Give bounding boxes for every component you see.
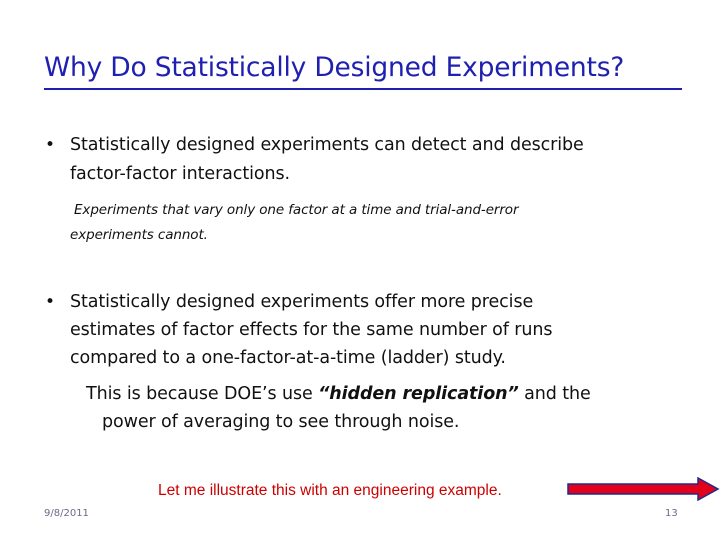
- bullet-1-line-1: Statistically designed experiments can detect and describe: [70, 135, 584, 155]
- bullet-2-marker: •: [45, 292, 56, 312]
- right-arrow-shape: [568, 478, 718, 500]
- bullet-1-marker: •: [45, 135, 56, 155]
- slide-page-number: 13: [665, 508, 678, 519]
- note-1-line-2: experiments cannot.: [70, 227, 208, 243]
- sub-line-2: power of averaging to see through noise.: [102, 412, 460, 432]
- title-underline: [44, 88, 682, 90]
- hidden-replication-emphasis: “hidden replication”: [318, 384, 519, 404]
- bullet-1-line-2: factor-factor interactions.: [70, 164, 290, 184]
- sub-line-1: [86, 380, 591, 409]
- sub-prefix: This is because DOE’s use: [86, 384, 319, 404]
- bullet-2-line-1: Statistically designed experiments offer more precise: [70, 292, 534, 312]
- bullet-2-line-3: compared to a one-factor-at-a-time (ladder) study.: [70, 348, 506, 368]
- sub-suffix: and the: [518, 384, 591, 404]
- illustrate-note: Let me illustrate this with an engineering example.: [158, 482, 502, 499]
- bullet-2-line-2: estimates of factor effects for the same number of runs: [70, 320, 553, 340]
- note-1-line-1: Experiments that vary only one factor at a time and trial-and-error: [74, 202, 519, 218]
- slide-date: 9/8/2011: [44, 508, 89, 519]
- page-title: Why Do Statistically Designed Experiments?: [44, 52, 625, 83]
- right-arrow-icon[interactable]: [566, 477, 720, 501]
